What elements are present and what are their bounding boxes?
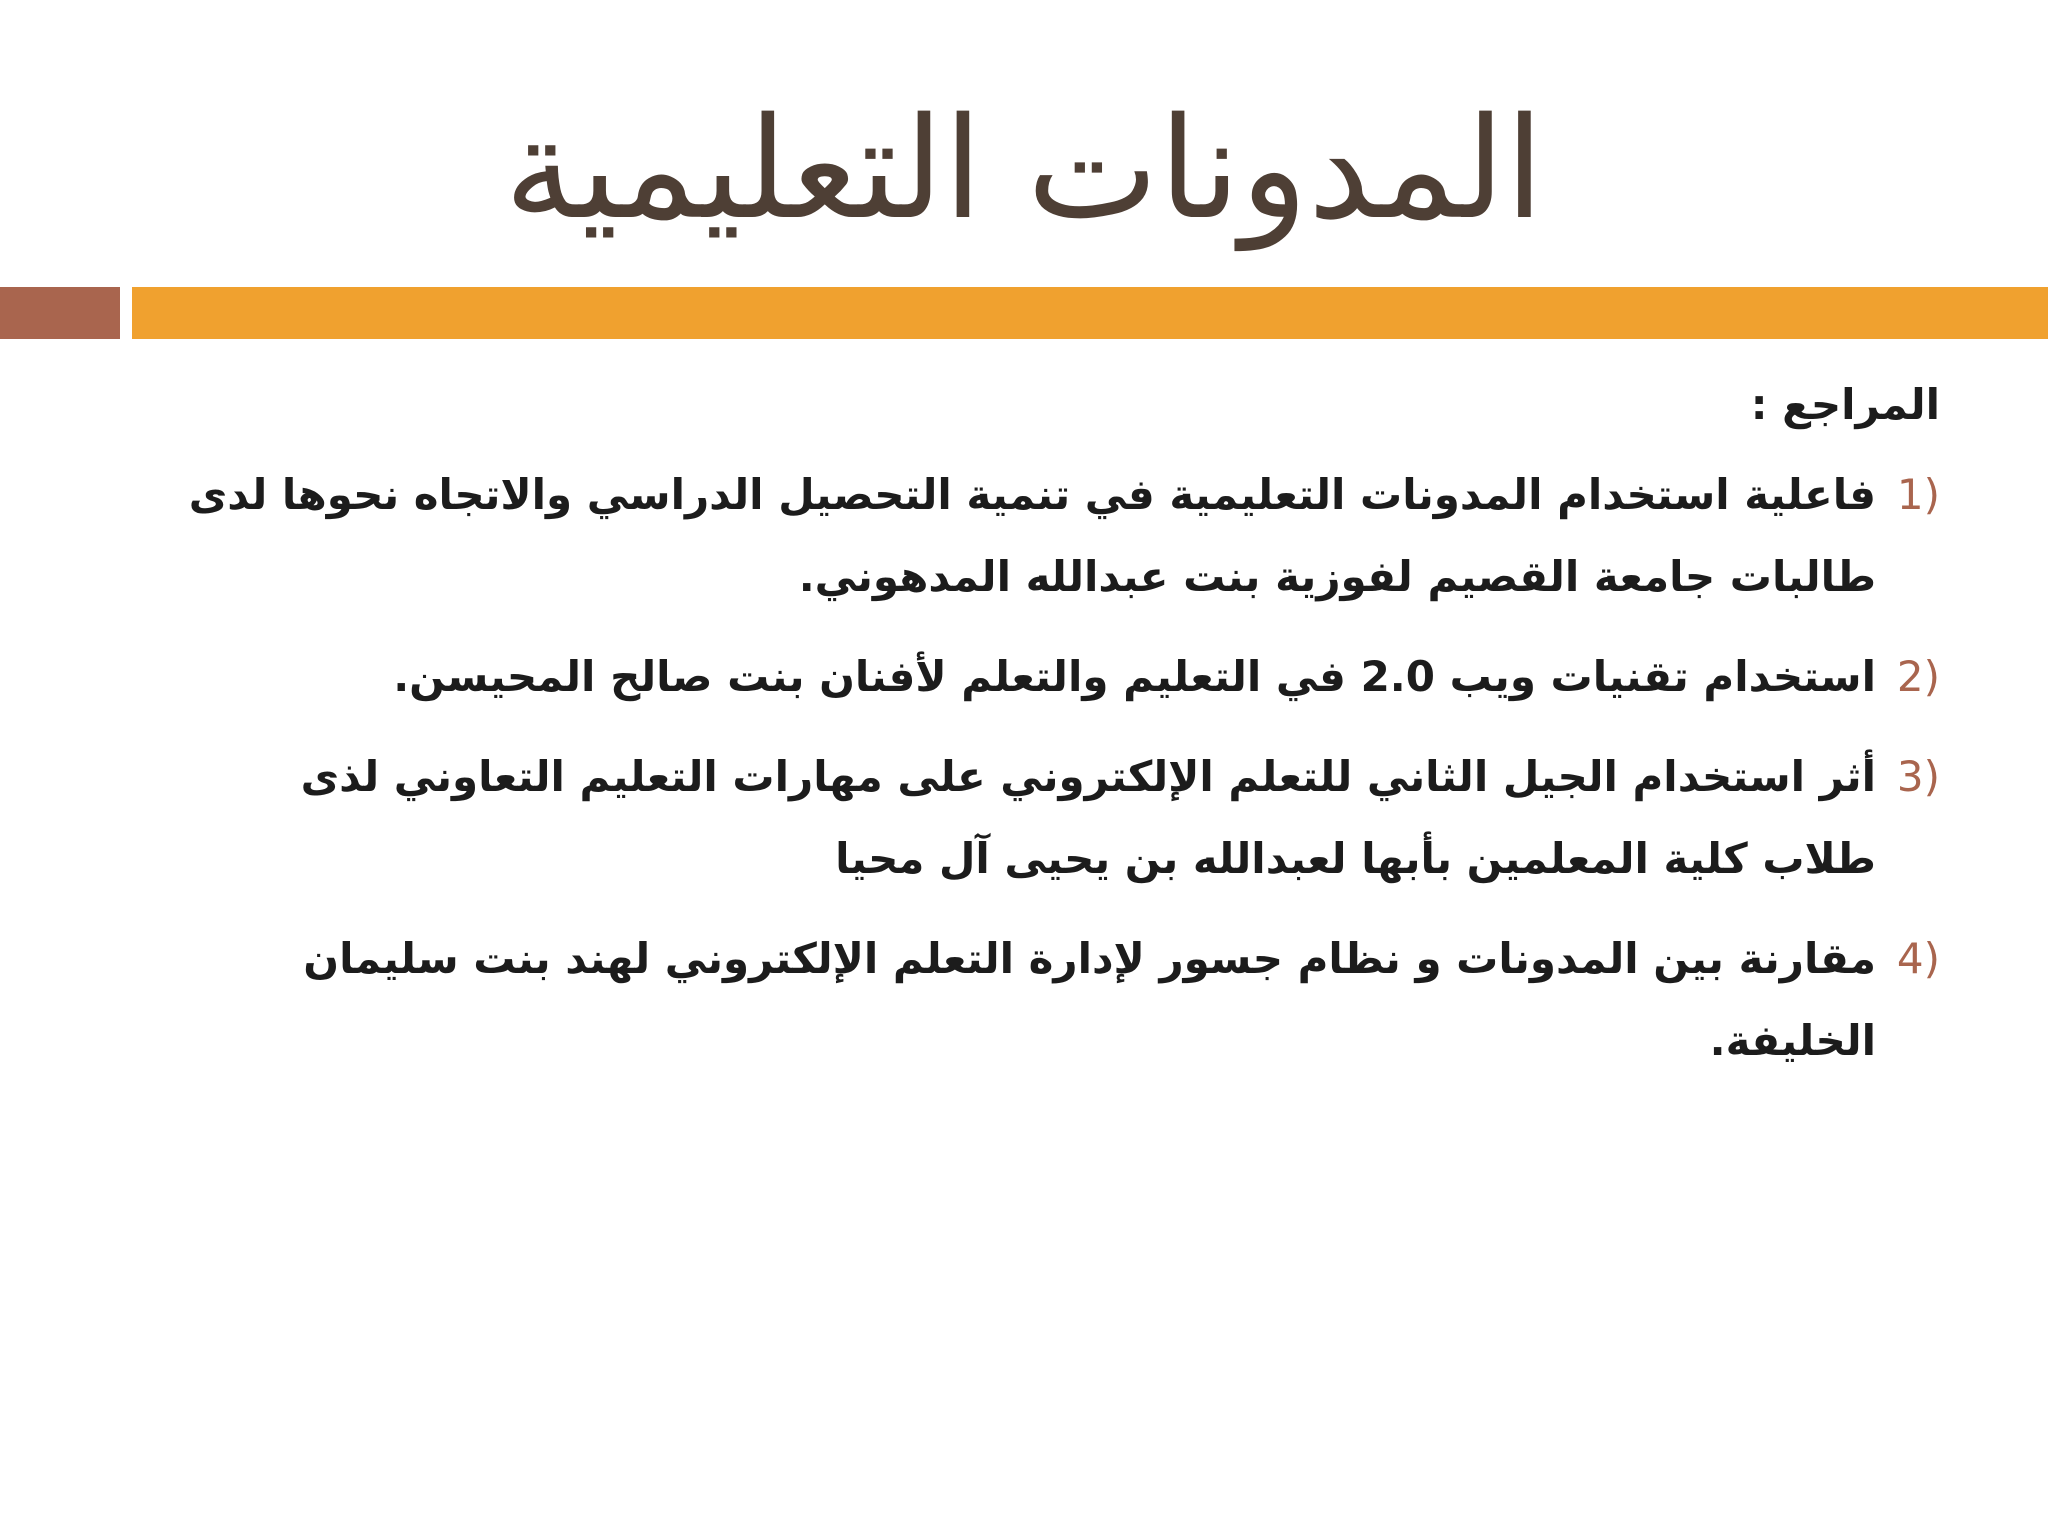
reference-text: استخدام تقنيات ويب 2.0 في التعليم والتعلم لأفنان بنت صالح المحيسن.	[393, 652, 1876, 701]
reference-number: 1)	[1896, 470, 1940, 519]
slide-content	[180, 370, 1940, 1100]
reference-text: أثر استخدام الجيل الثاني للتعلم الإلكتروني على مهارات التعليم التعاوني لذى طلاب كلية المعلمين بأبها لعبدالله بن يحيى آل محيا	[300, 752, 1876, 883]
reference-text: فاعلية استخدام المدونات التعليمية في تنمية التحصيل الدراسي والاتجاه نحوها لدى طالبات جامعة القصيم لفوزية بنت عبدالله المدهوني.	[188, 470, 1876, 601]
reference-number: 2)	[1896, 652, 1940, 701]
references-list	[180, 454, 1940, 1082]
reference-item-2	[180, 636, 1940, 718]
reference-text: مقارنة بين المدونات و نظام جسور لإدارة التعلم الإلكتروني لهند بنت سليمان الخليفة.	[303, 934, 1876, 1065]
references-heading: المراجع :	[1750, 380, 1940, 429]
reference-item-1	[180, 454, 1940, 618]
reference-item-4	[180, 918, 1940, 1082]
reference-number: 3)	[1896, 752, 1940, 801]
reference-number: 4)	[1896, 934, 1940, 983]
slide-title: المدونات التعليمية	[504, 88, 1544, 251]
accent-bar-left	[0, 287, 120, 339]
accent-bar-right	[132, 287, 2048, 339]
reference-item-3	[180, 736, 1940, 900]
